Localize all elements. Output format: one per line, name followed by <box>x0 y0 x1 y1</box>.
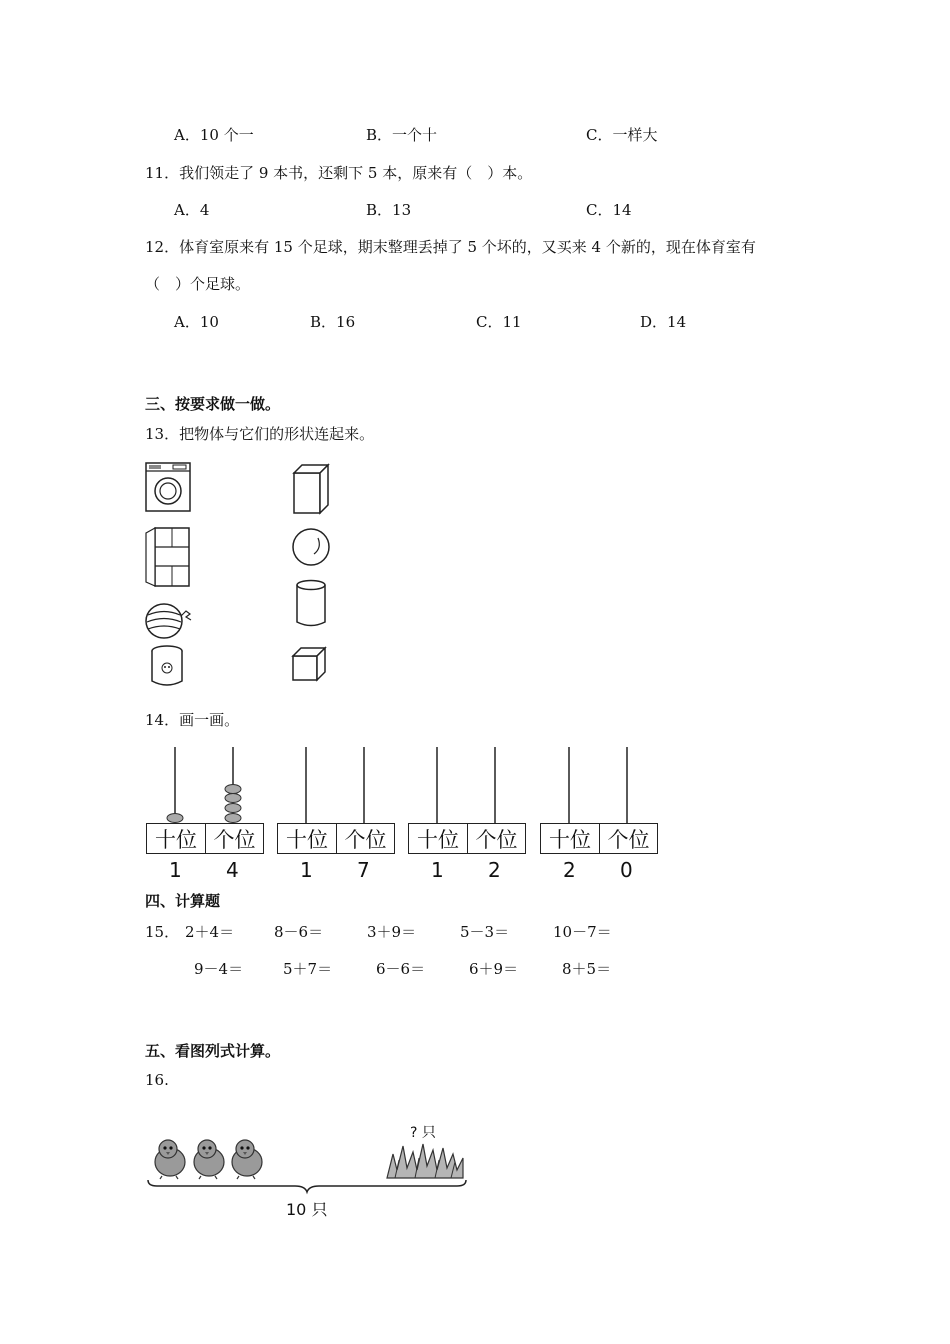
bead <box>225 785 241 794</box>
q13-stem: 13．把物体与它们的形状连起来。 <box>145 425 375 443</box>
bead <box>167 814 183 823</box>
abacus-2-place-value-box <box>277 823 395 854</box>
abacus-1-place-value-box <box>146 823 264 854</box>
section4-title: 四、计算题 <box>145 892 221 910</box>
q15-expr-1: 2＋4＝ <box>185 923 235 941</box>
abacus-2-ones-digit: 7 <box>357 858 370 882</box>
q10-option-c: C．一样大 <box>586 126 658 144</box>
ones-label: 个位 <box>336 824 394 853</box>
bead <box>225 814 241 823</box>
q10-option-a: A．10 个一 <box>174 126 254 144</box>
abacus-4-place-value-box <box>540 823 658 854</box>
q15-expr-10: 8＋5＝ <box>562 960 612 978</box>
ones-label: 个位 <box>467 824 525 853</box>
q12-option-c: C．11 <box>476 313 522 331</box>
chick-icon <box>191 1138 227 1180</box>
brace-icon <box>145 1178 470 1194</box>
bead <box>225 804 241 813</box>
tens-label: 十位 <box>286 827 328 852</box>
q14-stem: 14．画一画。 <box>145 711 240 729</box>
q11-option-a: A．4 <box>174 201 210 219</box>
chick-icon <box>152 1138 188 1180</box>
ones-label: 个位 <box>599 824 657 853</box>
q16-number: 16. <box>145 1071 169 1089</box>
abacus-3-tens-digit: 1 <box>431 858 444 882</box>
abacus-1-tens-digit: 1 <box>169 858 182 882</box>
q15-expr-3: 3＋9＝ <box>367 923 417 941</box>
q12-option-a: A．10 <box>174 313 219 331</box>
q11-option-b: B．13 <box>366 201 412 219</box>
q15-expr-4: 5－3＝ <box>460 923 510 941</box>
section5-title: 五、看图列式计算。 <box>145 1042 281 1060</box>
q15-expr-2: 8－6＝ <box>274 923 324 941</box>
q12-option-b: B．16 <box>310 313 356 331</box>
section3-title: 三、按要求做一做。 <box>145 395 281 413</box>
q11-option-c: C．14 <box>586 201 632 219</box>
abacus-4-ones-digit: 0 <box>620 858 633 882</box>
bead <box>225 794 241 803</box>
q12-stem-line1: 12．体育室原来有 15 个足球，期末整理丢掉了 5 个坏的，又买来 4 个新的，现在体育室有 <box>145 238 756 256</box>
q10-option-b: B．一个十 <box>366 126 438 144</box>
tens-label: 十位 <box>417 827 459 852</box>
q16-hidden-label: ? 只 <box>410 1125 436 1141</box>
q15-expr-8: 6－6＝ <box>376 960 426 978</box>
q11-stem: 11．我们领走了 9 本书，还剩下 5 本，原来有（ ）本。 <box>145 164 533 182</box>
abacus-3-ones-digit: 2 <box>488 858 501 882</box>
chick-icon <box>229 1138 265 1180</box>
ones-label: 个位 <box>205 824 263 853</box>
q15-number: 15． <box>145 923 180 941</box>
q16-total-label: 10 只 <box>286 1200 328 1219</box>
tens-label: 十位 <box>549 827 591 852</box>
abacus-2-tens-digit: 1 <box>300 858 313 882</box>
q15-expr-6: 9－4＝ <box>194 960 244 978</box>
q15-expr-5: 10－7＝ <box>553 923 612 941</box>
abacus-3-place-value-box <box>408 823 526 854</box>
q15-expr-9: 6＋9＝ <box>469 960 519 978</box>
grass-icon <box>385 1140 465 1180</box>
abacus-4-tens-digit: 2 <box>563 858 576 882</box>
tens-label: 十位 <box>155 827 197 852</box>
q15-expr-7: 5＋7＝ <box>283 960 333 978</box>
q12-option-d: D．14 <box>640 313 687 331</box>
abacus-1-ones-digit: 4 <box>226 858 239 882</box>
q12-stem-line2: （ ）个足球。 <box>145 275 251 293</box>
